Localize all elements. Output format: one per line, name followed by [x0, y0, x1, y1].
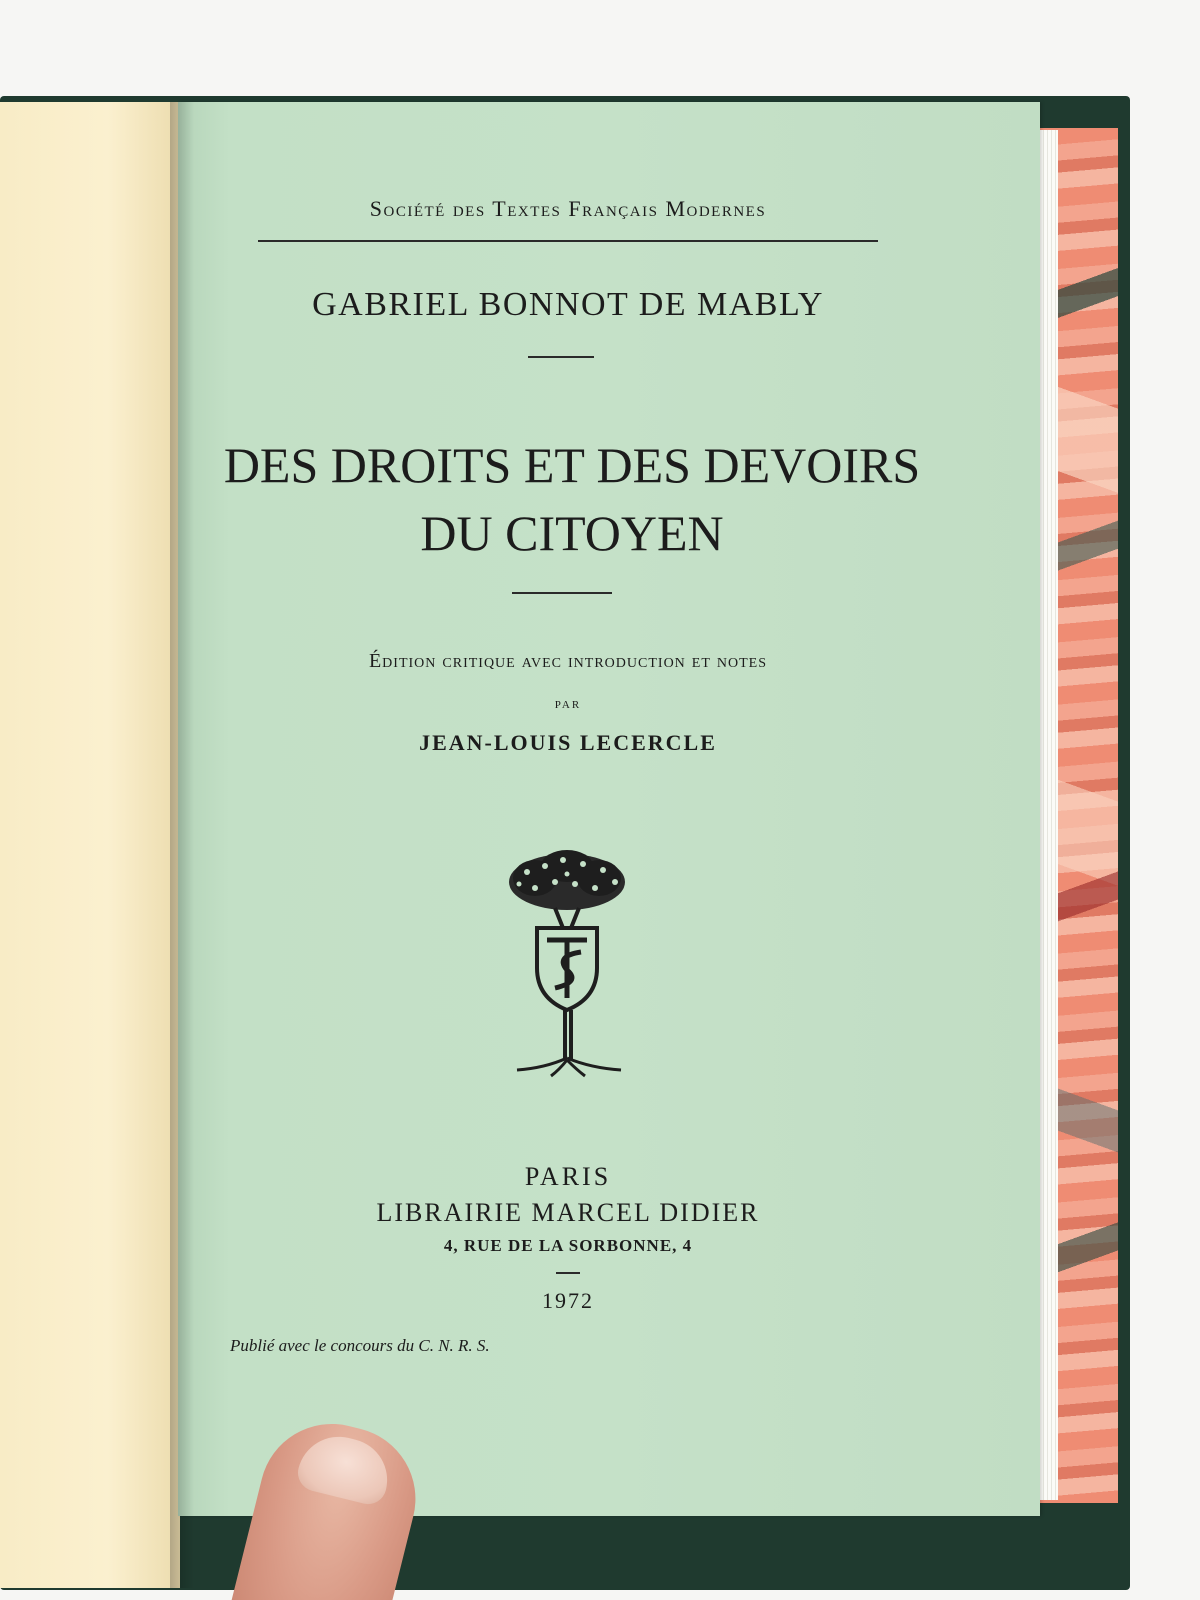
gutter-shadow [170, 102, 194, 1588]
separator-dash [512, 592, 612, 594]
publication-year: 1972 [542, 1288, 594, 1313]
cnrs-note: Publié avec le concours du C. N. R. S. [230, 1336, 490, 1355]
author-name: GABRIEL BONNOT DE MABLY [312, 286, 824, 323]
publisher-address: 4, RUE DE LA SORBONNE, 4 [443, 1236, 693, 1255]
edition-statement: Édition critique avec introduction et notes [368, 650, 768, 672]
by-label: par [554, 696, 582, 712]
series-name: Société des Textes Français Modernes [369, 196, 767, 221]
left-endpaper [0, 102, 180, 1588]
series-rule [258, 240, 878, 242]
separator-dash [528, 356, 594, 358]
editor-name: JEAN-LOUIS LECERCLE [419, 730, 717, 755]
tree-shield-monogram-emblem [505, 848, 630, 1080]
publisher-name: LIBRAIRIE MARCEL DIDIER [376, 1198, 760, 1227]
book-title-line-1: DES DROITS ET DES DEVOIRS [223, 437, 921, 493]
book-title-line-2: DU CITOYEN [420, 505, 724, 561]
publication-city: PARIS [524, 1162, 612, 1191]
separator-dash [556, 1272, 580, 1274]
